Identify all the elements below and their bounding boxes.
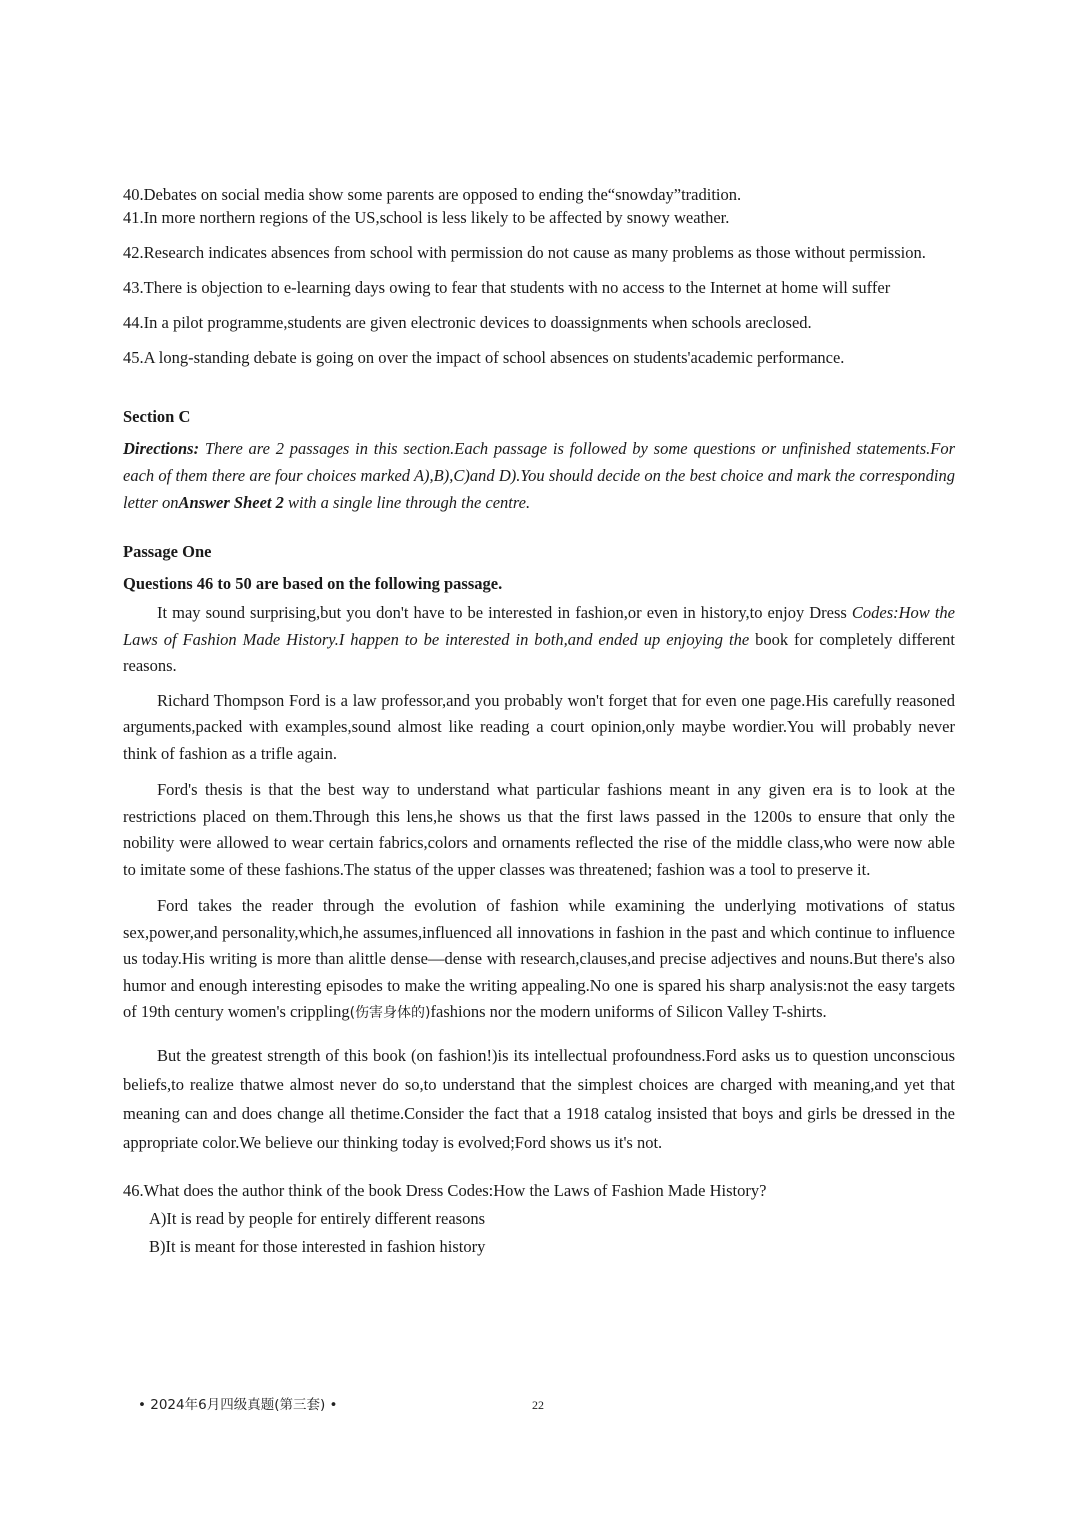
statement-text: Research indicates absences from school with permission do not cause as many problems as those without permission. [143, 243, 926, 262]
paragraph-text-end: fashions nor the modern uniforms of Silicon Valley T-shirts. [430, 1002, 827, 1021]
questions-heading: Questions 46 to 50 are based on the following passage. [123, 574, 503, 593]
statement-number: 44. [123, 313, 144, 332]
directions-text-end: with a single line through the centre. [283, 493, 531, 512]
book-title-italic: Codes:How the Laws of Fashion Made History.I happen to be interested in both,and ended up enjoying the [123, 603, 955, 649]
page-content [123, 183, 955, 1261]
chinese-gloss: (伤害身体的) [349, 1005, 431, 1021]
statement-text: In more northern regions of the US,school is less likely to be affected by snowy weather. [143, 208, 730, 227]
statement-number: 43. [123, 278, 144, 297]
directions-label: Directions: [123, 439, 200, 458]
passage-title: Passage One [123, 542, 212, 561]
passage-paragraph-4 [123, 893, 955, 1027]
statement-42 [123, 241, 955, 264]
page-footer-label: • 2024年6月四级真题(第三套) • [138, 1397, 338, 1413]
statement-text: A long-standing debate is going on over the impact of school absences on students'academic performance. [143, 348, 845, 367]
passage-paragraph-2: Richard Thompson Ford is a law professor,and you probably won't forget that for even one page.His carefully reasoned arguments,packed with examples,sound almost like reading a court opinion,only maybe wordier.You will probably never think of fashion as a trifle again. [123, 690, 955, 763]
section-title: Section C [123, 407, 191, 426]
section-directions [123, 435, 955, 516]
passage-paragraph-5: But the greatest strength of this book (on fashion!)is its intellectual profoundness.Ford asks us to question unconscious beliefs,to realize thatwe almost never do so,to understand that the simplest choices are charged with meaning,and yet that meaning can and does change all thetime.Consider the fact that a 1918 catalog insisted that boys and girls be dressed in the appropriate color.We believe our thinking today is evolved;Ford shows us it's not. [123, 1045, 955, 1152]
statement-44 [123, 311, 955, 334]
statement-number: 40. [123, 185, 144, 204]
page-number: 22 [532, 1398, 544, 1412]
directions-text: There are 2 passages in this section.Each passage is followed by some questions or unfinished statements.For each of them there are four choices marked A),B),C)and D).You should decide on the best choice and mark the corresponding letter on [123, 439, 955, 512]
statement-41 [123, 206, 955, 229]
statement-text: Debates on social media show some parents are opposed to ending the“snowday”tradition. [143, 185, 742, 204]
paragraph-text: Ford takes the reader through the evolution of fashion while examining the underlying motivations of status sex,power,and personality,which,he assumes,influenced all innovations in fashion in the past and which continue to influence us today.His writing is more than alittle dense—dense with research,clauses,and precise adjectives and nouns.But there's also humor and enough interesting episodes to make the writing appealing.No one is spared his sharp analysis:not the easy targets of 19th century women's crippling [123, 896, 955, 1021]
option-a: A)It is read by people for entirely different reasons [149, 1208, 485, 1228]
answer-sheet-label: Answer Sheet 2 [178, 493, 284, 512]
statement-number: 42. [123, 243, 144, 262]
statement-43 [123, 276, 955, 299]
paragraph-text: It may sound surprising,but you don't have to be interested in fashion,or even in history,to enjoy Dress [157, 603, 847, 622]
passage-paragraph-1 [123, 600, 955, 680]
statement-number: 45. [123, 348, 144, 367]
paragraph-text-end: book for completely different reasons. [123, 629, 955, 675]
statement-text: There is objection to e-learning days owing to fear that students with no access to the Internet at home will suffer [143, 278, 891, 297]
passage-paragraph-3: Ford's thesis is that the best way to understand what particular fashions meant in any given era is to look at the restrictions placed on them.Through this lens,he shows us that the first laws passed in the 1200s to ensure that only the nobility were allowed to wear certain fabrics,colors and ornaments reflected the rise of the middle class,who were now able to imitate some of these fashions.The status of the upper classes was threatened; fashion was a tool to preserve it. [123, 780, 955, 879]
statement-45 [123, 346, 955, 369]
statement-number: 41. [123, 208, 144, 227]
statement-40 [123, 183, 955, 206]
question-46: 46.What does the author think of the book Dress Codes:How the Laws of Fashion Made History? [123, 1180, 767, 1200]
statement-text: In a pilot programme,students are given electronic devices to doassignments when schools areclosed. [143, 313, 812, 332]
option-b: B)It is meant for those interested in fashion history [149, 1236, 486, 1256]
